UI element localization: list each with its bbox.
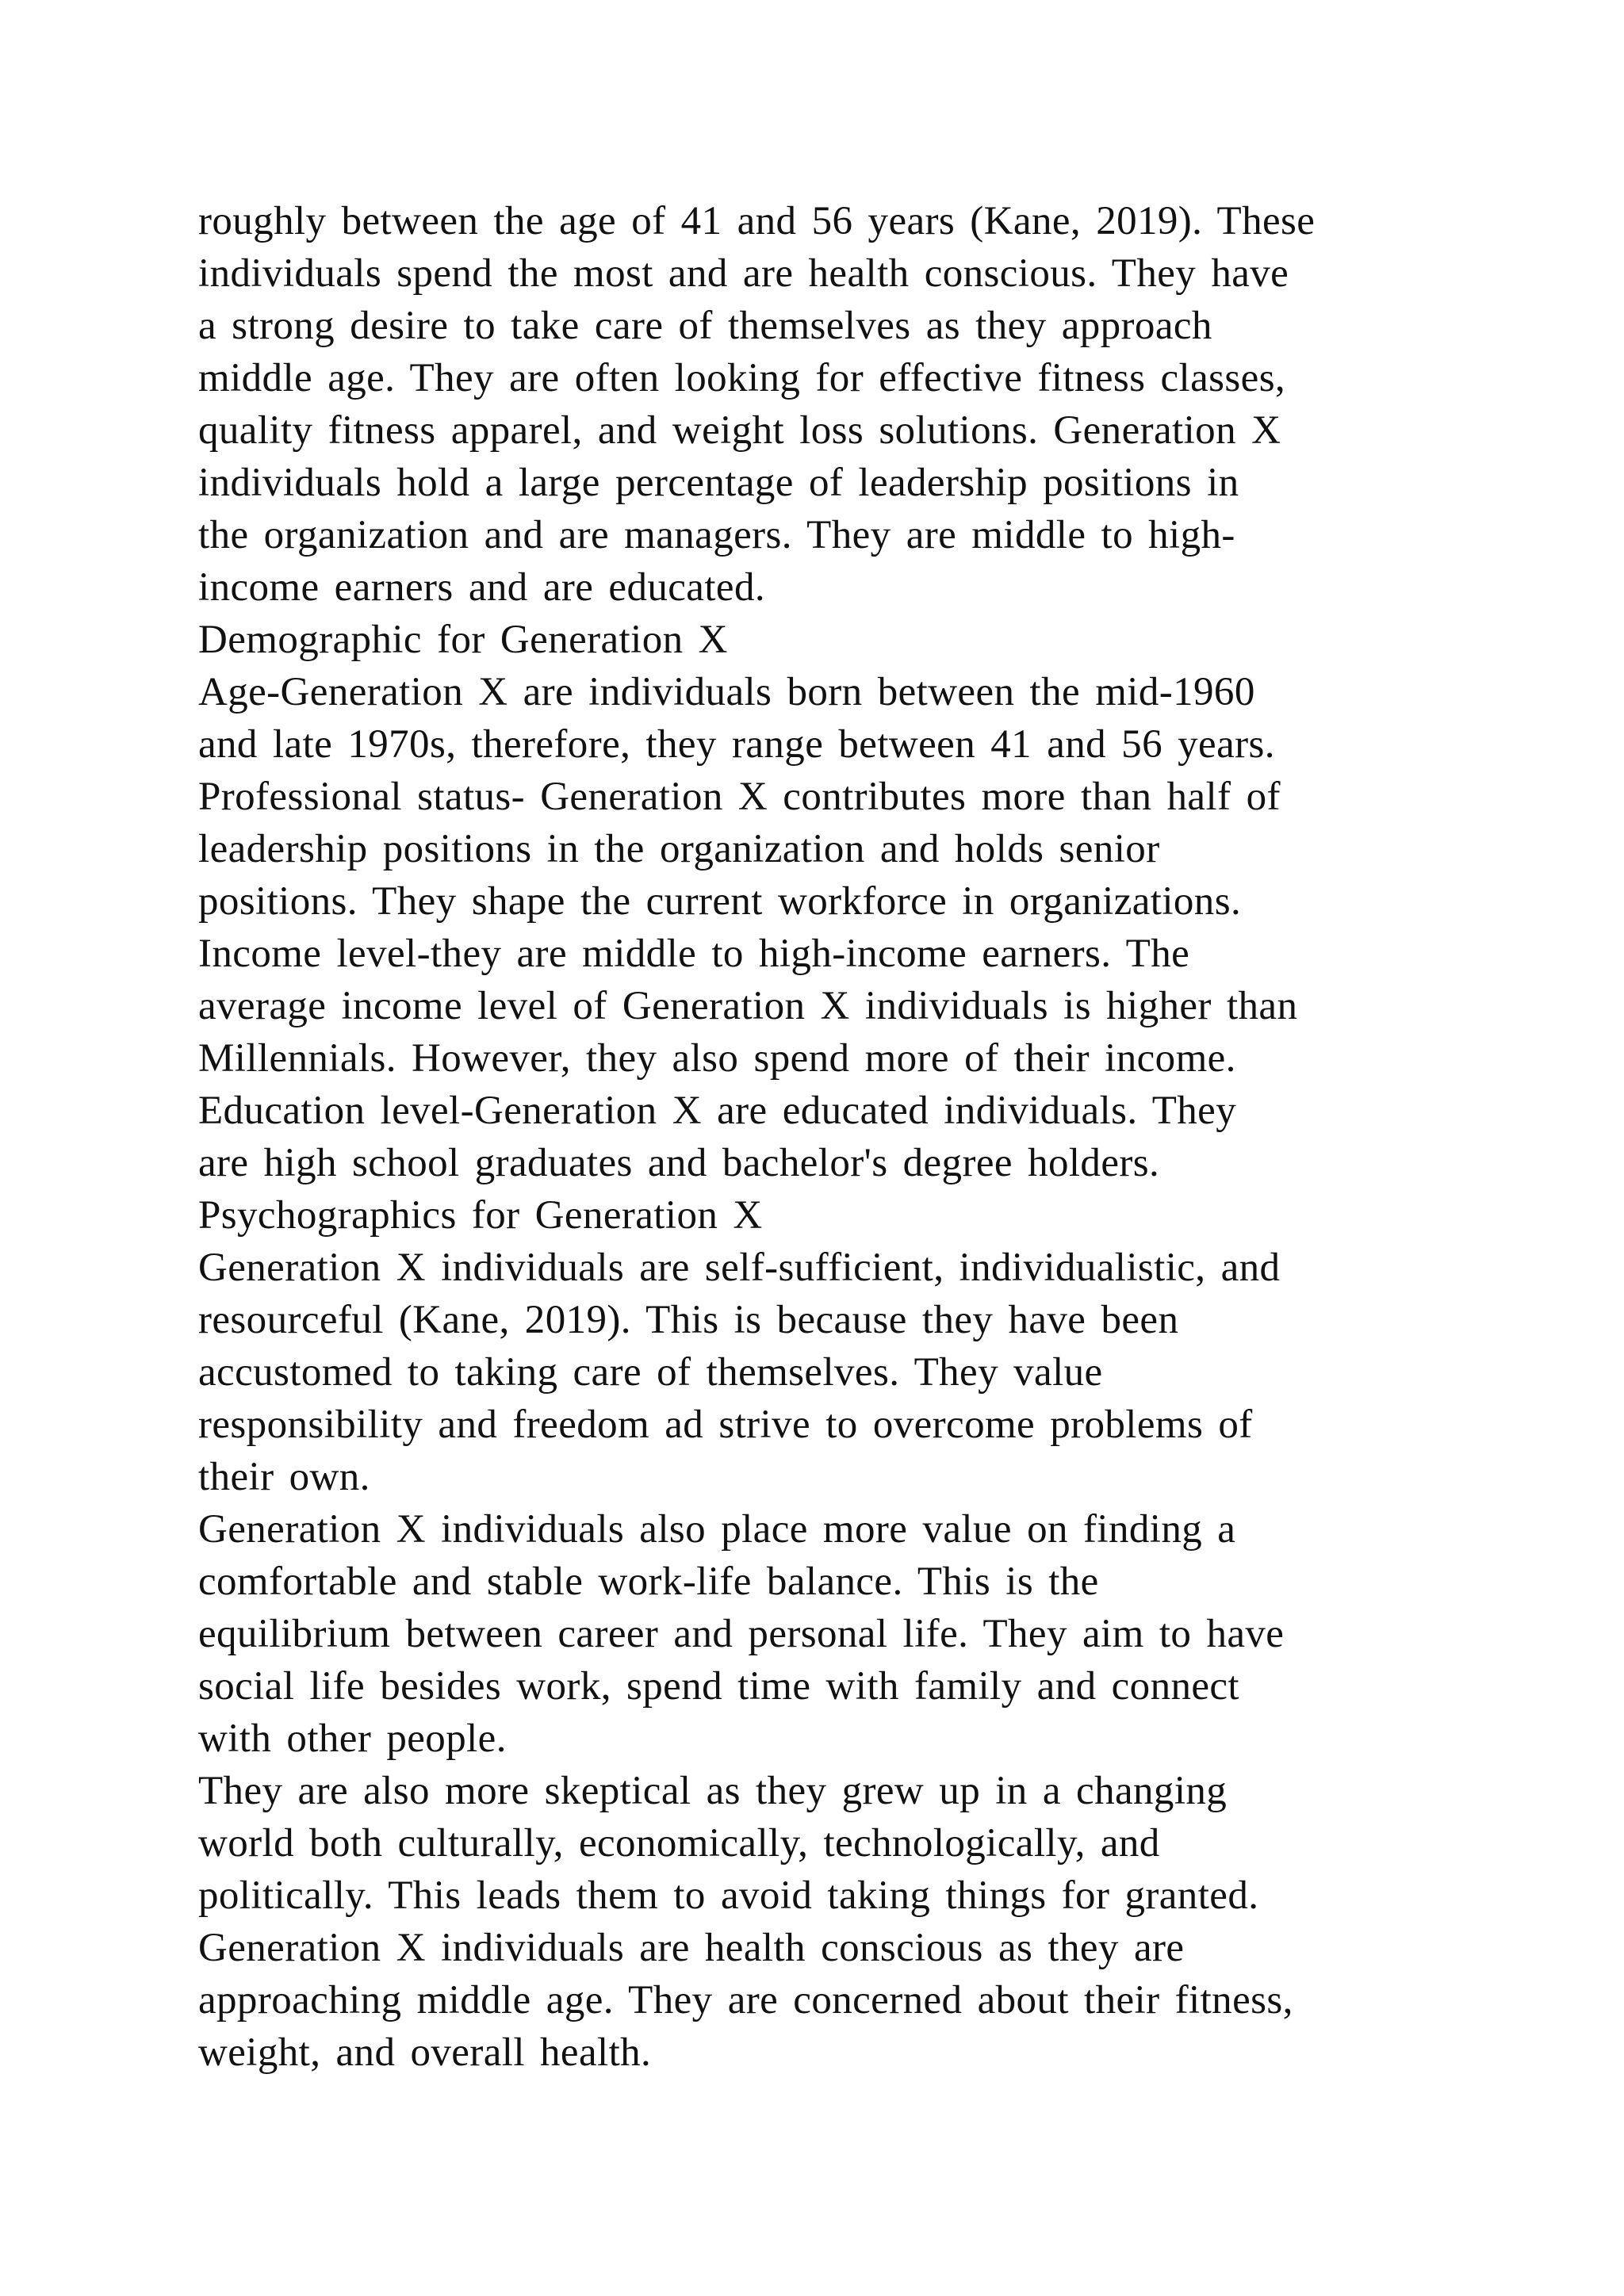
text-line: Income level-they are middle to high-income earners. The	[198, 932, 1190, 976]
text-line: individuals hold a large percentage of leadership positions in	[198, 461, 1239, 505]
text-line: leadership positions in the organization and holds senior	[198, 827, 1160, 871]
text-line: Professional status- Generation X contributes more than half of	[198, 775, 1281, 819]
text-line: accustomed to taking care of themselves. They value	[198, 1350, 1103, 1395]
text-line: average income level of Generation X individuals is higher than	[198, 984, 1298, 1028]
text-line: world both culturally, economically, technologically, and	[198, 1821, 1160, 1866]
text-line: equilibrium between career and personal life. They aim to have	[198, 1612, 1285, 1656]
text-line: their own.	[198, 1455, 370, 1499]
text-line: a strong desire to take care of themselves as they approach	[198, 304, 1212, 348]
text-line: positions. They shape the current workforce in organizations.	[198, 879, 1242, 924]
text-line: Generation X individuals are self-sufficient, individualistic, and	[198, 1246, 1281, 1290]
text-line: Age-Generation X are individuals born between the mid-1960	[198, 670, 1255, 714]
text-line: individuals spend the most and are health conscious. They have	[198, 251, 1289, 296]
text-line: income earners and are educated.	[198, 565, 765, 610]
text-line: weight, and overall health.	[198, 2030, 652, 2075]
text-line: the organization and are managers. They are middle to high-	[198, 513, 1235, 557]
section-heading-psychographics: Psychographics for Generation X	[198, 1193, 763, 1238]
text-line: roughly between the age of 41 and 56 years (Kane, 2019). These	[198, 199, 1316, 243]
text-line: and late 1970s, therefore, they range between 41 and 56 years.	[198, 722, 1275, 767]
text-line: quality fitness apparel, and weight loss solutions. Generation X	[198, 408, 1281, 453]
text-line: politically. This leads them to avoid taking things for granted.	[198, 1873, 1259, 1918]
text-line: resourceful (Kane, 2019). This is because they have been	[198, 1298, 1179, 1342]
text-line: are high school graduates and bachelor's degree holders.	[198, 1141, 1160, 1185]
text-line: They are also more skeptical as they grew up in a changing	[198, 1769, 1228, 1813]
text-line: comfortable and stable work-life balance. This is the	[198, 1559, 1099, 1604]
text-line: Generation X individuals are health conscious as they are	[198, 1926, 1185, 1970]
text-line: Generation X individuals also place more value on finding a	[198, 1507, 1236, 1552]
text-line: Education level-Generation X are educated individuals. They	[198, 1089, 1237, 1133]
text-line: social life besides work, spend time with family and connect	[198, 1664, 1240, 1709]
section-heading-demographic: Demographic for Generation X	[198, 618, 728, 662]
body-text	[198, 195, 1507, 2079]
text-line: with other people.	[198, 1716, 507, 1761]
text-line: Millennials. However, they also spend more of their income.	[198, 1036, 1236, 1081]
text-line: responsibility and freedom ad strive to overcome problems of	[198, 1402, 1253, 1447]
text-line: approaching middle age. They are concerned about their fitness,	[198, 1978, 1293, 2022]
text-line: middle age. They are often looking for effective fitness classes,	[198, 356, 1286, 400]
